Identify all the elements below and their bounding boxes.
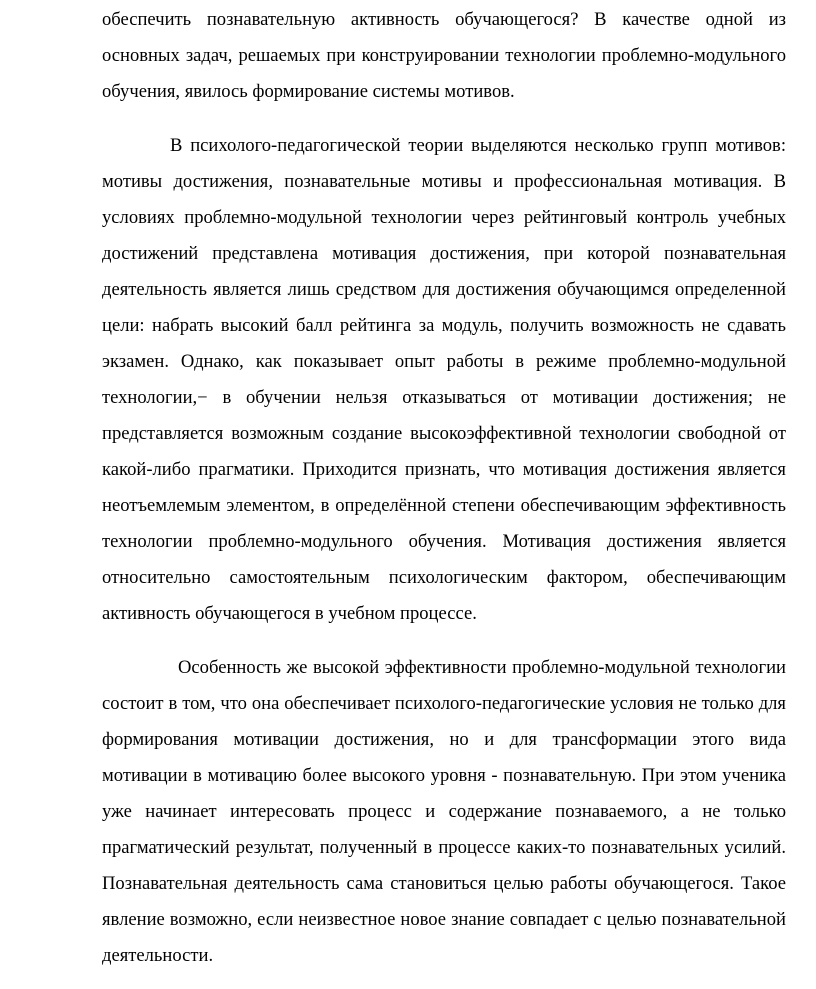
paragraph-efficiency: Особенность же высокой эффективности проблемно-модульной технологии состоит в том, что она обеспечивает психолого-педагогические условия не только для формирования мотивации достижения, но и для трансформации этого вида мотивации в мотивацию более высокого уровня - познавательную. При этом ученика уже начинает интересовать процесс и содержание познаваемого, а не только прагматический результат, полученный в процессе каких-то познавательных усилий. Познавательная деятельность сама становиться целью работы обучающегося. Такое явление возможно, если неизвестное новое знание совпадает с целью познавательной деятельности. xyxy=(102,657,786,966)
document-page xyxy=(102,0,786,974)
paragraph-motivation-groups: В психолого-педагогической теории выделяются несколько групп мотивов: мотивы достижения, познавательные мотивы и профессиональная мотивация. В условиях проблемно-модульной технологии через рейтинговый контроль учебных достижений представлена мотивация достижения, при которой познавательная деятельность является лишь средством для достижения обучающимся определенной цели: набрать высокий балл рейтинга за модуль, получить возможность не сдавать экзамен. Однако, как показывает опыт работы в режиме проблемно-модульной технологии,− в обучении нельзя отказываться от мотивации достижения; не представляется возможным создание высокоэффективной технологии свободной от какой-либо прагматики. Приходится признать, что мотивация достижения является неотъемлемым элементом, в определённой степени обеспечивающим эффективность технологии проблемно-модульного обучения. Мотивация достижения является относительно самостоятельным психологическим фактором, обеспечивающим активность обучающегося в учебном процессе. xyxy=(102,135,786,624)
paragraph-continuation: обеспечить познавательную активность обучающегося? В качестве одной из основных задач, решаемых при конструировании технологии проблемно-модульного обучения, явилось формирование системы мотивов. xyxy=(102,9,786,102)
